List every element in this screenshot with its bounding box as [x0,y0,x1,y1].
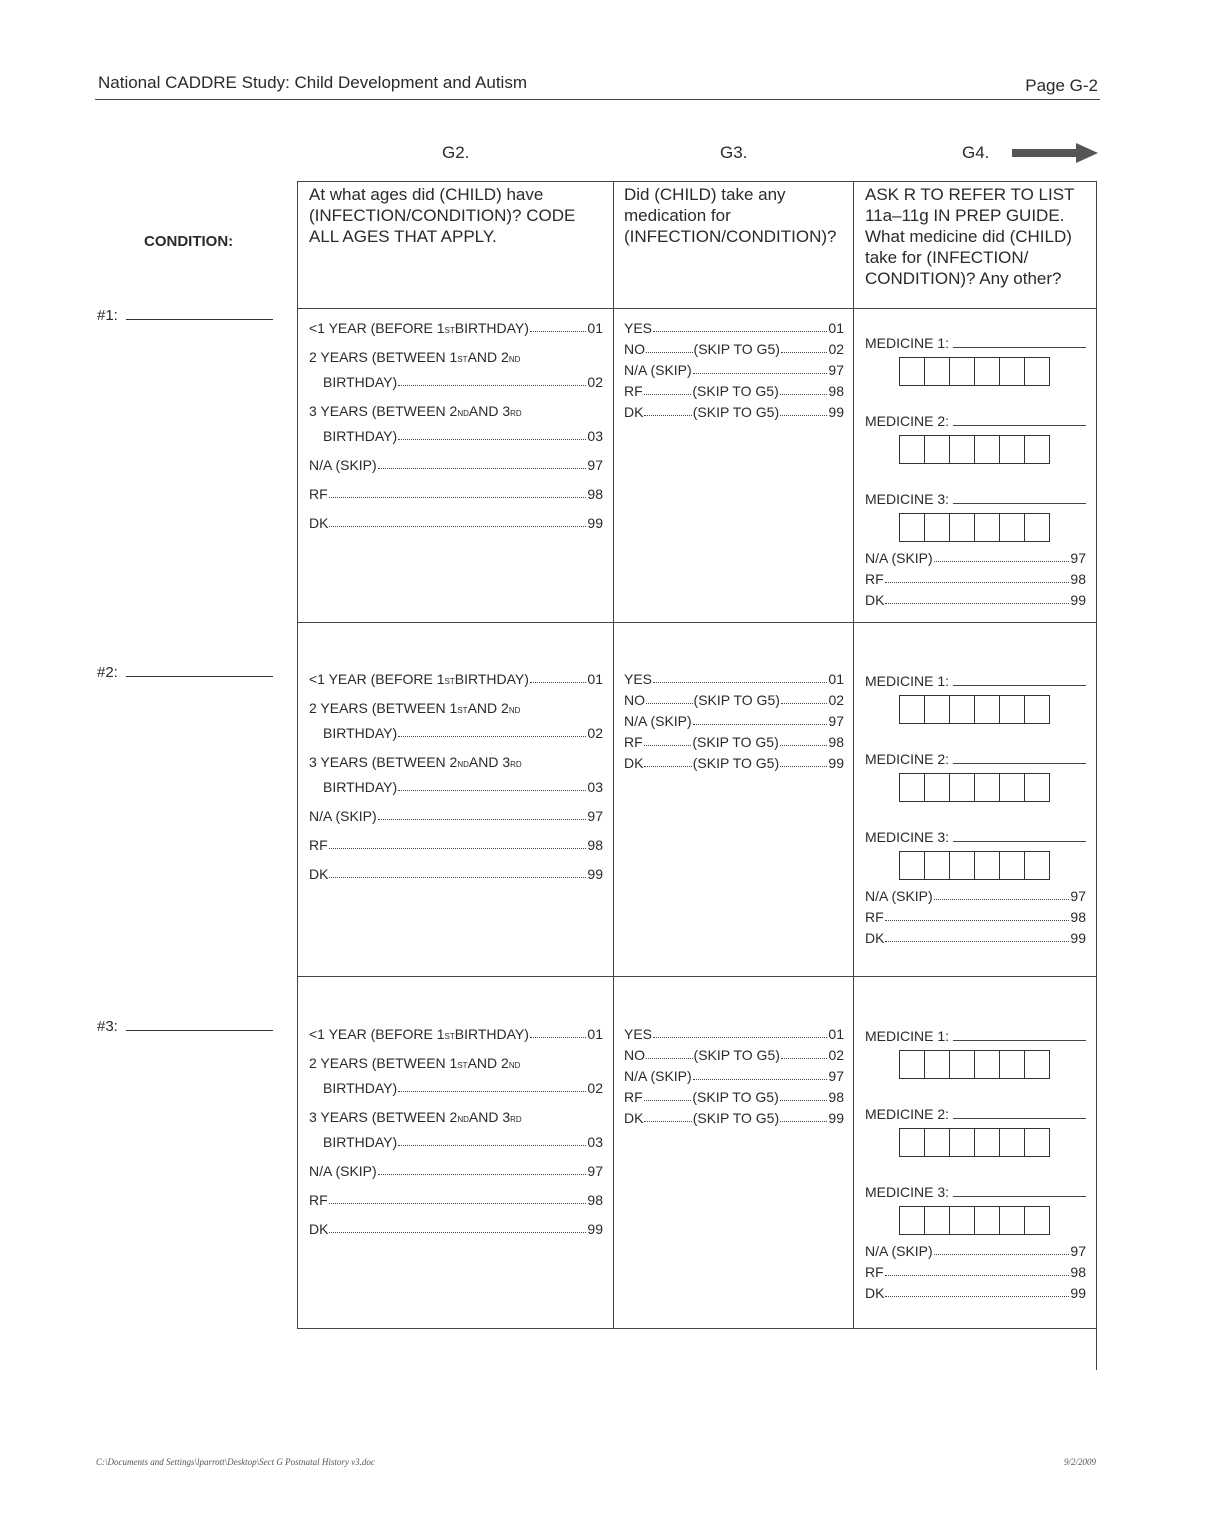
g2-option[interactable]: <1 YEAR (BEFORE 1 ST BIRTHDAY) 01 [309,1026,603,1042]
option-text: NO [624,341,645,357]
g3-option[interactable] [624,1110,844,1126]
g3-option[interactable] [624,362,844,378]
option-text: 2 YEARS (BETWEEN 1 [309,1055,458,1071]
medicine-label: MEDICINE 2: [865,1106,950,1122]
g4-answer-cell [854,977,1096,1328]
medicine-code-boxes[interactable] [899,695,1050,724]
option-text: RF [624,1089,643,1105]
medicine-field[interactable] [865,1184,1086,1200]
option-code: 99 [1070,592,1086,608]
g2-option[interactable]: 3 YEARS (BETWEEN 2 ND AND 3 RD [309,754,522,770]
dot-leader [646,1058,693,1059]
g2-option-continued[interactable] [309,1134,603,1150]
dot-leader [378,819,587,820]
option-code: 01 [828,671,844,687]
question-table [297,181,1097,1329]
condition-write-line[interactable] [126,1021,273,1031]
medicine-field[interactable] [865,1028,1086,1044]
option-code: 98 [587,1192,603,1208]
medicine-code-boxes[interactable] [899,513,1050,542]
option-code: 97 [1070,550,1086,566]
option-text: BIRTHDAY) [454,671,529,687]
option-code: 98 [1070,1264,1086,1280]
condition-entry[interactable] [97,307,273,324]
medicine-code-boxes[interactable] [899,851,1050,880]
g2-option[interactable]: 3 YEARS (BETWEEN 2 ND AND 3 RD [309,403,522,419]
medicine-label: MEDICINE 1: [865,673,950,689]
g2-option[interactable]: <1 YEAR (BEFORE 1 ST BIRTHDAY) 01 [309,671,603,687]
question-g2-number: G2. [442,143,470,162]
option-text: RF [865,571,884,587]
dot-leader [885,582,1070,583]
option-text: RF [865,909,884,925]
dot-leader [378,468,587,469]
option-text: N/A (SKIP) [624,362,692,378]
dot-leader [329,1203,587,1204]
dot-leader [644,394,692,395]
g2-option[interactable] [309,866,603,882]
g2-option[interactable]: 2 YEARS (BETWEEN 1 ST AND 2 ND [309,349,521,365]
medicine-write-line[interactable] [953,1029,1086,1041]
dot-leader [329,1232,586,1233]
g4-option[interactable] [865,930,1086,946]
option-text: AND 3 [468,1109,511,1125]
medicine-write-line[interactable] [953,414,1086,426]
condition-label: #2: [97,664,118,681]
option-code: 02 [828,1047,845,1063]
option-code: 97 [587,457,603,473]
dot-leader [885,1275,1070,1276]
header-divider [95,99,1100,100]
condition-write-line[interactable] [126,667,273,677]
option-text: AND 3 [468,754,511,770]
skip-instruction: (SKIP TO G5) [692,734,779,750]
skip-instruction: (SKIP TO G5) [692,755,780,771]
condition-row [298,977,1096,1329]
medicine-code-boxes[interactable] [899,773,1050,802]
g3-answer-cell [614,309,854,622]
option-code: 02 [828,341,845,357]
option-code: 99 [1070,930,1086,946]
medicine-field[interactable] [865,491,1086,507]
g2-option-continued[interactable] [309,725,603,741]
g3-option[interactable] [624,713,844,729]
dot-leader [644,766,691,767]
option-code: 01 [828,1026,844,1042]
option-code: 99 [587,866,603,882]
option-code: 98 [828,1089,844,1105]
skip-instruction: (SKIP TO G5) [692,383,779,399]
option-code: 03 [587,428,603,444]
dot-leader [398,1145,586,1146]
option-text: RF [865,1264,884,1280]
g3-option[interactable] [624,734,844,750]
medicine-field[interactable] [865,751,1086,767]
dot-leader [530,1037,587,1038]
dot-leader [653,1037,827,1038]
option-text: BIRTHDAY) [454,1026,529,1042]
dot-leader [329,526,586,527]
option-code: 03 [587,1134,603,1150]
g2-option[interactable] [309,486,603,502]
option-code: 99 [828,1110,844,1126]
medicine-label: MEDICINE 1: [865,1028,950,1044]
option-text: 2 YEARS (BETWEEN 1 [309,700,458,716]
medicine-write-line[interactable] [953,492,1086,504]
dot-leader [329,877,586,878]
skip-instruction: (SKIP TO G5) [693,692,780,708]
dot-leader [644,1100,692,1101]
option-code: 98 [1070,571,1086,587]
option-text: N/A (SKIP) [865,1243,933,1259]
option-code: 01 [587,1026,603,1042]
g4-option[interactable] [865,1243,1086,1259]
dot-leader [693,724,828,725]
skip-instruction: (SKIP TO G5) [692,1089,779,1105]
g4-option[interactable] [865,888,1086,904]
dot-leader [885,603,1069,604]
option-text: N/A (SKIP) [624,1068,692,1084]
option-code: 97 [1070,1243,1086,1259]
question-g2-text: At what ages did (CHILD) have (INFECTION/CONDITION)? CODE ALL AGES THAT APPLY. [298,182,614,308]
dot-leader [398,439,586,440]
g4-answer-cell [854,309,1096,622]
option-code: 97 [828,362,844,378]
document-title: National CADDRE Study: Child Development and Autism [98,73,527,92]
option-text: RF [309,486,328,502]
option-text: BIRTHDAY) [323,1080,398,1096]
dot-leader [378,1174,587,1175]
question-g4-number: G4. [962,143,990,162]
option-text: 2 YEARS (BETWEEN 1 [309,349,458,365]
dot-leader [885,920,1070,921]
g3-option[interactable] [624,404,844,420]
question-g3-text: Did (CHILD) take any medication for (INFECTION/CONDITION)? [614,182,854,308]
dot-leader [653,331,827,332]
option-code: 02 [587,1080,603,1096]
option-text: BIRTHDAY) [323,779,398,795]
option-text: DK [624,1110,644,1126]
option-text: AND 2 [467,1055,509,1071]
option-code: 99 [587,515,603,531]
condition-entry[interactable] [97,664,273,681]
g2-option-continued[interactable] [309,374,603,390]
g2-option[interactable] [309,1192,603,1208]
dot-leader [780,745,828,746]
option-text: 3 YEARS (BETWEEN 2 [309,403,458,419]
option-text: RF [624,383,643,399]
option-code: 97 [828,713,844,729]
option-text: 3 YEARS (BETWEEN 2 [309,1109,458,1125]
g2-option[interactable] [309,1221,603,1237]
option-text: <1 YEAR (BEFORE 1 [309,1026,445,1042]
option-text: NO [624,692,645,708]
dot-leader [934,1254,1070,1255]
option-text: YES [624,671,653,687]
dot-leader [780,1121,827,1122]
option-code: 97 [587,1163,603,1179]
dot-leader [398,385,586,386]
g2-option[interactable] [309,1163,603,1179]
option-text: N/A (SKIP) [309,457,377,473]
skip-instruction: (SKIP TO G5) [692,404,780,420]
dot-leader [781,703,828,704]
g3-option[interactable] [624,671,844,687]
dot-leader [398,1091,586,1092]
option-text: DK [865,930,885,946]
dot-leader [934,899,1070,900]
g3-answer-cell [614,977,854,1328]
option-text: BIRTHDAY) [454,320,529,336]
medicine-write-line[interactable] [953,336,1086,348]
option-text: AND 2 [467,700,509,716]
option-code: 02 [587,374,603,390]
g2-answer-cell [298,309,614,622]
continue-arrow-icon [1012,143,1098,163]
g4-option[interactable] [865,592,1086,608]
option-text: N/A (SKIP) [309,1163,377,1179]
skip-instruction: (SKIP TO G5) [692,1110,780,1126]
option-text: RF [309,837,328,853]
option-code: 97 [587,808,603,824]
medicine-write-line[interactable] [953,830,1086,842]
dot-leader [398,790,586,791]
dot-leader [885,1296,1069,1297]
dot-leader [530,331,587,332]
dot-leader [646,352,693,353]
medicine-write-line[interactable] [953,674,1086,686]
dot-leader [693,1079,828,1080]
medicine-label: MEDICINE 2: [865,413,950,429]
g2-option[interactable]: 2 YEARS (BETWEEN 1 ST AND 2 ND [309,700,521,716]
g2-option[interactable]: 2 YEARS (BETWEEN 1 ST AND 2 ND [309,1055,521,1071]
g2-option[interactable] [309,515,603,531]
g4-option[interactable] [865,909,1086,925]
medicine-label: MEDICINE 2: [865,751,950,767]
option-code: 03 [587,779,603,795]
g4-option[interactable] [865,550,1086,566]
page-number: Page G-2 [1025,76,1098,95]
option-code: 02 [587,725,603,741]
medicine-field[interactable] [865,673,1086,689]
condition-row [298,309,1096,623]
g4-option[interactable] [865,1264,1086,1280]
g3-option[interactable] [624,1026,844,1042]
option-text: DK [865,592,885,608]
dot-leader [646,703,693,704]
option-code: 98 [587,837,603,853]
question-g4-text: ASK R TO REFER TO LIST 11a–11g IN PREP GUIDE. What medicine did (CHILD) take for (INFECTION/ CONDITION)? Any other? [865,185,1075,288]
medicine-label: MEDICINE 1: [865,335,950,351]
option-text: AND 3 [468,403,511,419]
option-text: DK [309,1221,329,1237]
condition-write-line[interactable] [126,310,273,320]
dot-leader [693,373,828,374]
medicine-label: MEDICINE 3: [865,491,950,507]
option-text: AND 2 [467,349,509,365]
option-text: BIRTHDAY) [323,1134,398,1150]
dot-leader [780,1100,828,1101]
g3-option[interactable] [624,320,844,336]
dot-leader [781,352,828,353]
option-text: RF [309,1192,328,1208]
option-code: 99 [1070,1285,1086,1301]
option-code: 97 [1070,888,1086,904]
g2-option[interactable]: <1 YEAR (BEFORE 1 ST BIRTHDAY) 01 [309,320,603,336]
dot-leader [781,1058,828,1059]
dot-leader [934,561,1070,562]
option-text: <1 YEAR (BEFORE 1 [309,320,445,336]
option-text: DK [624,404,644,420]
dot-leader [780,394,828,395]
dot-leader [329,848,587,849]
g2-answer-cell [298,977,614,1328]
medicine-code-boxes[interactable] [899,435,1050,464]
g3-option[interactable] [624,755,844,771]
condition-entry[interactable] [97,1018,273,1035]
option-code: 98 [1070,909,1086,925]
medicine-write-line[interactable] [953,752,1086,764]
dot-leader [644,1121,691,1122]
g2-option[interactable] [309,808,603,824]
option-text: 3 YEARS (BETWEEN 2 [309,754,458,770]
option-code: 99 [828,404,844,420]
option-text: DK [309,866,329,882]
medicine-code-boxes[interactable] [899,1050,1050,1079]
g2-answer-cell [298,623,614,976]
option-code: 99 [587,1221,603,1237]
option-text: N/A (SKIP) [865,888,933,904]
option-text: DK [309,515,329,531]
option-text: NO [624,1047,645,1063]
dot-leader [780,766,827,767]
g2-option[interactable]: 3 YEARS (BETWEEN 2 ND AND 3 RD [309,1109,522,1125]
option-code: 98 [587,486,603,502]
dot-leader [885,941,1069,942]
medicine-label: MEDICINE 3: [865,1184,950,1200]
medicine-write-line[interactable] [953,1185,1086,1197]
skip-instruction: (SKIP TO G5) [693,1047,780,1063]
g3-option[interactable] [624,341,844,357]
option-code: 01 [587,320,603,336]
question-g3-number: G3. [720,143,748,162]
g3-option[interactable] [624,383,844,399]
g3-option[interactable] [624,1047,844,1063]
medicine-field[interactable] [865,1106,1086,1122]
option-text: YES [624,320,653,336]
option-code: 02 [828,692,845,708]
option-code: 01 [587,671,603,687]
g3-option[interactable] [624,1089,844,1105]
condition-label: #1: [97,307,118,324]
g3-answer-cell [614,623,854,976]
option-text: DK [865,1285,885,1301]
dot-leader [329,497,587,498]
dot-leader [644,415,691,416]
option-text: DK [624,755,644,771]
medicine-field[interactable] [865,413,1086,429]
medicine-code-boxes[interactable] [899,1206,1050,1235]
medicine-field[interactable] [865,335,1086,351]
g2-option[interactable] [309,457,603,473]
g2-option-continued[interactable] [309,779,603,795]
option-code: 01 [828,320,844,336]
option-code: 97 [828,1068,844,1084]
condition-header: CONDITION: [144,233,234,250]
medicine-write-line[interactable] [953,1107,1086,1119]
option-text: RF [624,734,643,750]
option-text: N/A (SKIP) [624,713,692,729]
dot-leader [653,682,827,683]
option-text: BIRTHDAY) [323,428,398,444]
medicine-code-boxes[interactable] [899,357,1050,386]
option-code: 99 [828,755,844,771]
g4-option[interactable] [865,1285,1086,1301]
g2-option[interactable] [309,837,603,853]
medicine-field[interactable] [865,829,1086,845]
dot-leader [530,682,587,683]
dot-leader [398,736,586,737]
medicine-label: MEDICINE 3: [865,829,950,845]
option-text: BIRTHDAY) [323,374,398,390]
option-code: 98 [828,734,844,750]
g3-option[interactable] [624,1068,844,1084]
footer-date: 9/2/2009 [1063,1457,1096,1467]
option-code: 98 [828,383,844,399]
g2-option-continued[interactable] [309,428,603,444]
g4-option[interactable] [865,571,1086,587]
option-text: N/A (SKIP) [309,808,377,824]
question-header-row [298,182,1096,309]
dot-leader [644,745,692,746]
footer-file-path: C:\Documents and Settings\lparrott\Desktop\Sect G Postnatal History v3.doc [96,1457,375,1467]
medicine-code-boxes[interactable] [899,1128,1050,1157]
g2-option-continued[interactable] [309,1080,603,1096]
option-text: YES [624,1026,653,1042]
dot-leader [780,415,827,416]
g3-option[interactable] [624,692,844,708]
option-text: N/A (SKIP) [865,550,933,566]
skip-instruction: (SKIP TO G5) [693,341,780,357]
condition-row [298,623,1096,977]
table-border-extension [1096,1328,1097,1370]
option-text: BIRTHDAY) [323,725,398,741]
g4-answer-cell [854,623,1096,976]
option-text: <1 YEAR (BEFORE 1 [309,671,445,687]
condition-label: #3: [97,1018,118,1035]
